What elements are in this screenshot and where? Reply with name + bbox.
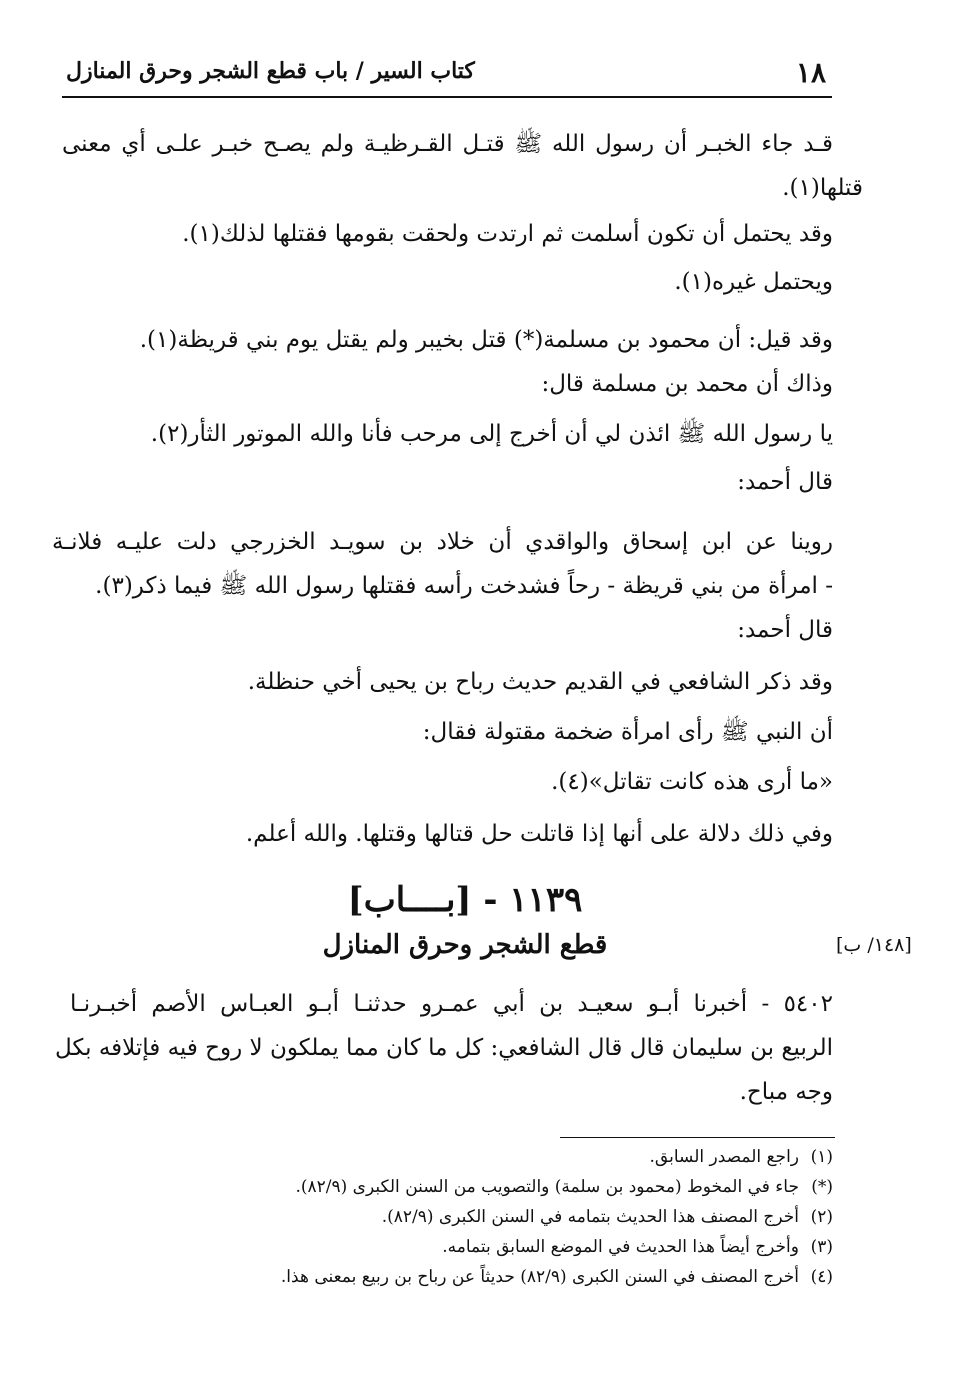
paragraph-12: [62, 760, 833, 804]
text-line: - امرأة من بني قريظة - رحاً فشدخت رأسه فقتلها رسول الله ﷺ فيما ذكر(٣).: [95, 573, 833, 599]
text-line: ويحتمل غيره(١).: [674, 269, 833, 295]
paragraph-10: [62, 660, 833, 704]
text-line: وفي ذلك دلالة على أنها إذا قاتلت حل قتالها وقتلها. والله أعلم.: [245, 821, 833, 847]
footnote-item: [62, 1172, 833, 1202]
footnotes: [62, 1142, 833, 1292]
footnote-item: [62, 1262, 833, 1292]
manuscript-folio-reference: [١٤٨/ ب]: [836, 934, 912, 956]
paragraph-1: [62, 122, 863, 210]
footnote-separator: [560, 1137, 835, 1138]
text-line: روينا عن ابن إسحاق والواقدي أن خلاد بن سويـد الخزرجي دلت عليـه فلانـة: [52, 529, 833, 555]
paragraph-11: [62, 710, 833, 754]
text-line: «ما أرى هذه كانت تقاتل»(٤).: [551, 769, 833, 795]
text-line: وقد قيل: أن محمود بن مسلمة(*) قتل بخيبر ولم يقتل يوم بني قريظة(١).: [139, 327, 833, 353]
footnote-item: [62, 1202, 833, 1232]
paragraph-6: [62, 412, 833, 456]
footnote-text: أخرج المصنف في السنن الكبرى (٨٢/٩) حديثاً عن رباح بن ربيع بمعنى هذا.: [280, 1267, 799, 1287]
text-line: أن النبي ﷺ رأى امرأة ضخمة مقتولة فقال:: [422, 719, 833, 745]
paragraph-5: [62, 362, 833, 406]
paragraph-2: [62, 212, 833, 256]
text-line: ٥٤٠٢ - أخبرنا أبـو سعيـد بن أبي عمـرو حدثنـا أبـو العبـاس الأصم أخبـرنـا: [70, 991, 833, 1017]
running-header: [62, 52, 832, 98]
footnote-item: [62, 1142, 833, 1172]
text-line: الربيع بن سليمان قال قال الشافعي: كل ما كان مما يملكون لا روح فيه فإتلافه بكل: [54, 1035, 833, 1061]
running-title: كتاب السير / باب قطع الشجر وحرق المنازل: [66, 58, 475, 84]
footnote-number: (١): [810, 1147, 833, 1167]
text-line: وقد يحتمل أن تكون أسلمت ثم ارتدت ولحقت بقومها فقتلها لذلك(١).: [182, 221, 833, 247]
footnote-number: (٤): [810, 1267, 833, 1287]
text-line: قال أحمد:: [737, 469, 833, 495]
text-line: قال أحمد:: [737, 617, 833, 643]
text-line: وذاك أن محمد بن مسلمة قال:: [541, 371, 833, 397]
paragraph-7: [62, 460, 833, 504]
footnote-number: (٢): [810, 1207, 833, 1227]
text-line: قـد جاء الخبـر أن رسول الله ﷺ قتـل القـرظيـة ولم يصـح خبـر علـى أي معنى: [62, 131, 833, 157]
text-line: وقد ذكر الشافعي في القديم حديث رباح بن يحيى أخي حنظلة.: [247, 669, 833, 695]
footnote-number: (٣): [810, 1237, 833, 1257]
text-line: قتلها(١).: [782, 175, 863, 201]
chapter-number: ١١٣٩ - [بــــاب]: [347, 880, 583, 920]
paragraph-8: [52, 520, 833, 608]
footnote-text: جاء في المخوط (محمود بن سلمة) والتصويب من السنن الكبرى (٨٢/٩).: [295, 1177, 799, 1197]
hadith-paragraph: [54, 982, 833, 1114]
text-line: وجه مباح.: [739, 1079, 833, 1105]
chapter-title: قطع الشجر وحرق المنازل: [322, 930, 608, 960]
paragraph-4: [62, 318, 833, 362]
footnote-text: راجع المصدر السابق.: [649, 1147, 799, 1167]
paragraph-13: [62, 812, 833, 856]
footnote-item: [62, 1232, 833, 1262]
paragraph-3: [62, 260, 833, 304]
paragraph-9: [62, 608, 833, 652]
footnote-number: (*): [811, 1177, 833, 1197]
text-line: يا رسول الله ﷺ ائذن لي أن أخرج إلى مرحب فأنا والله الموتور الثأر(٢).: [150, 421, 833, 447]
footnote-text: وأخرج أيضاً هذا الحديث في الموضع السابق بتمامه.: [442, 1237, 799, 1257]
page-number: ١٨: [795, 56, 826, 89]
footnote-text: أخرج المصنف هذا الحديث بتمامه في السنن الكبرى (٨٢/٩).: [381, 1207, 799, 1227]
